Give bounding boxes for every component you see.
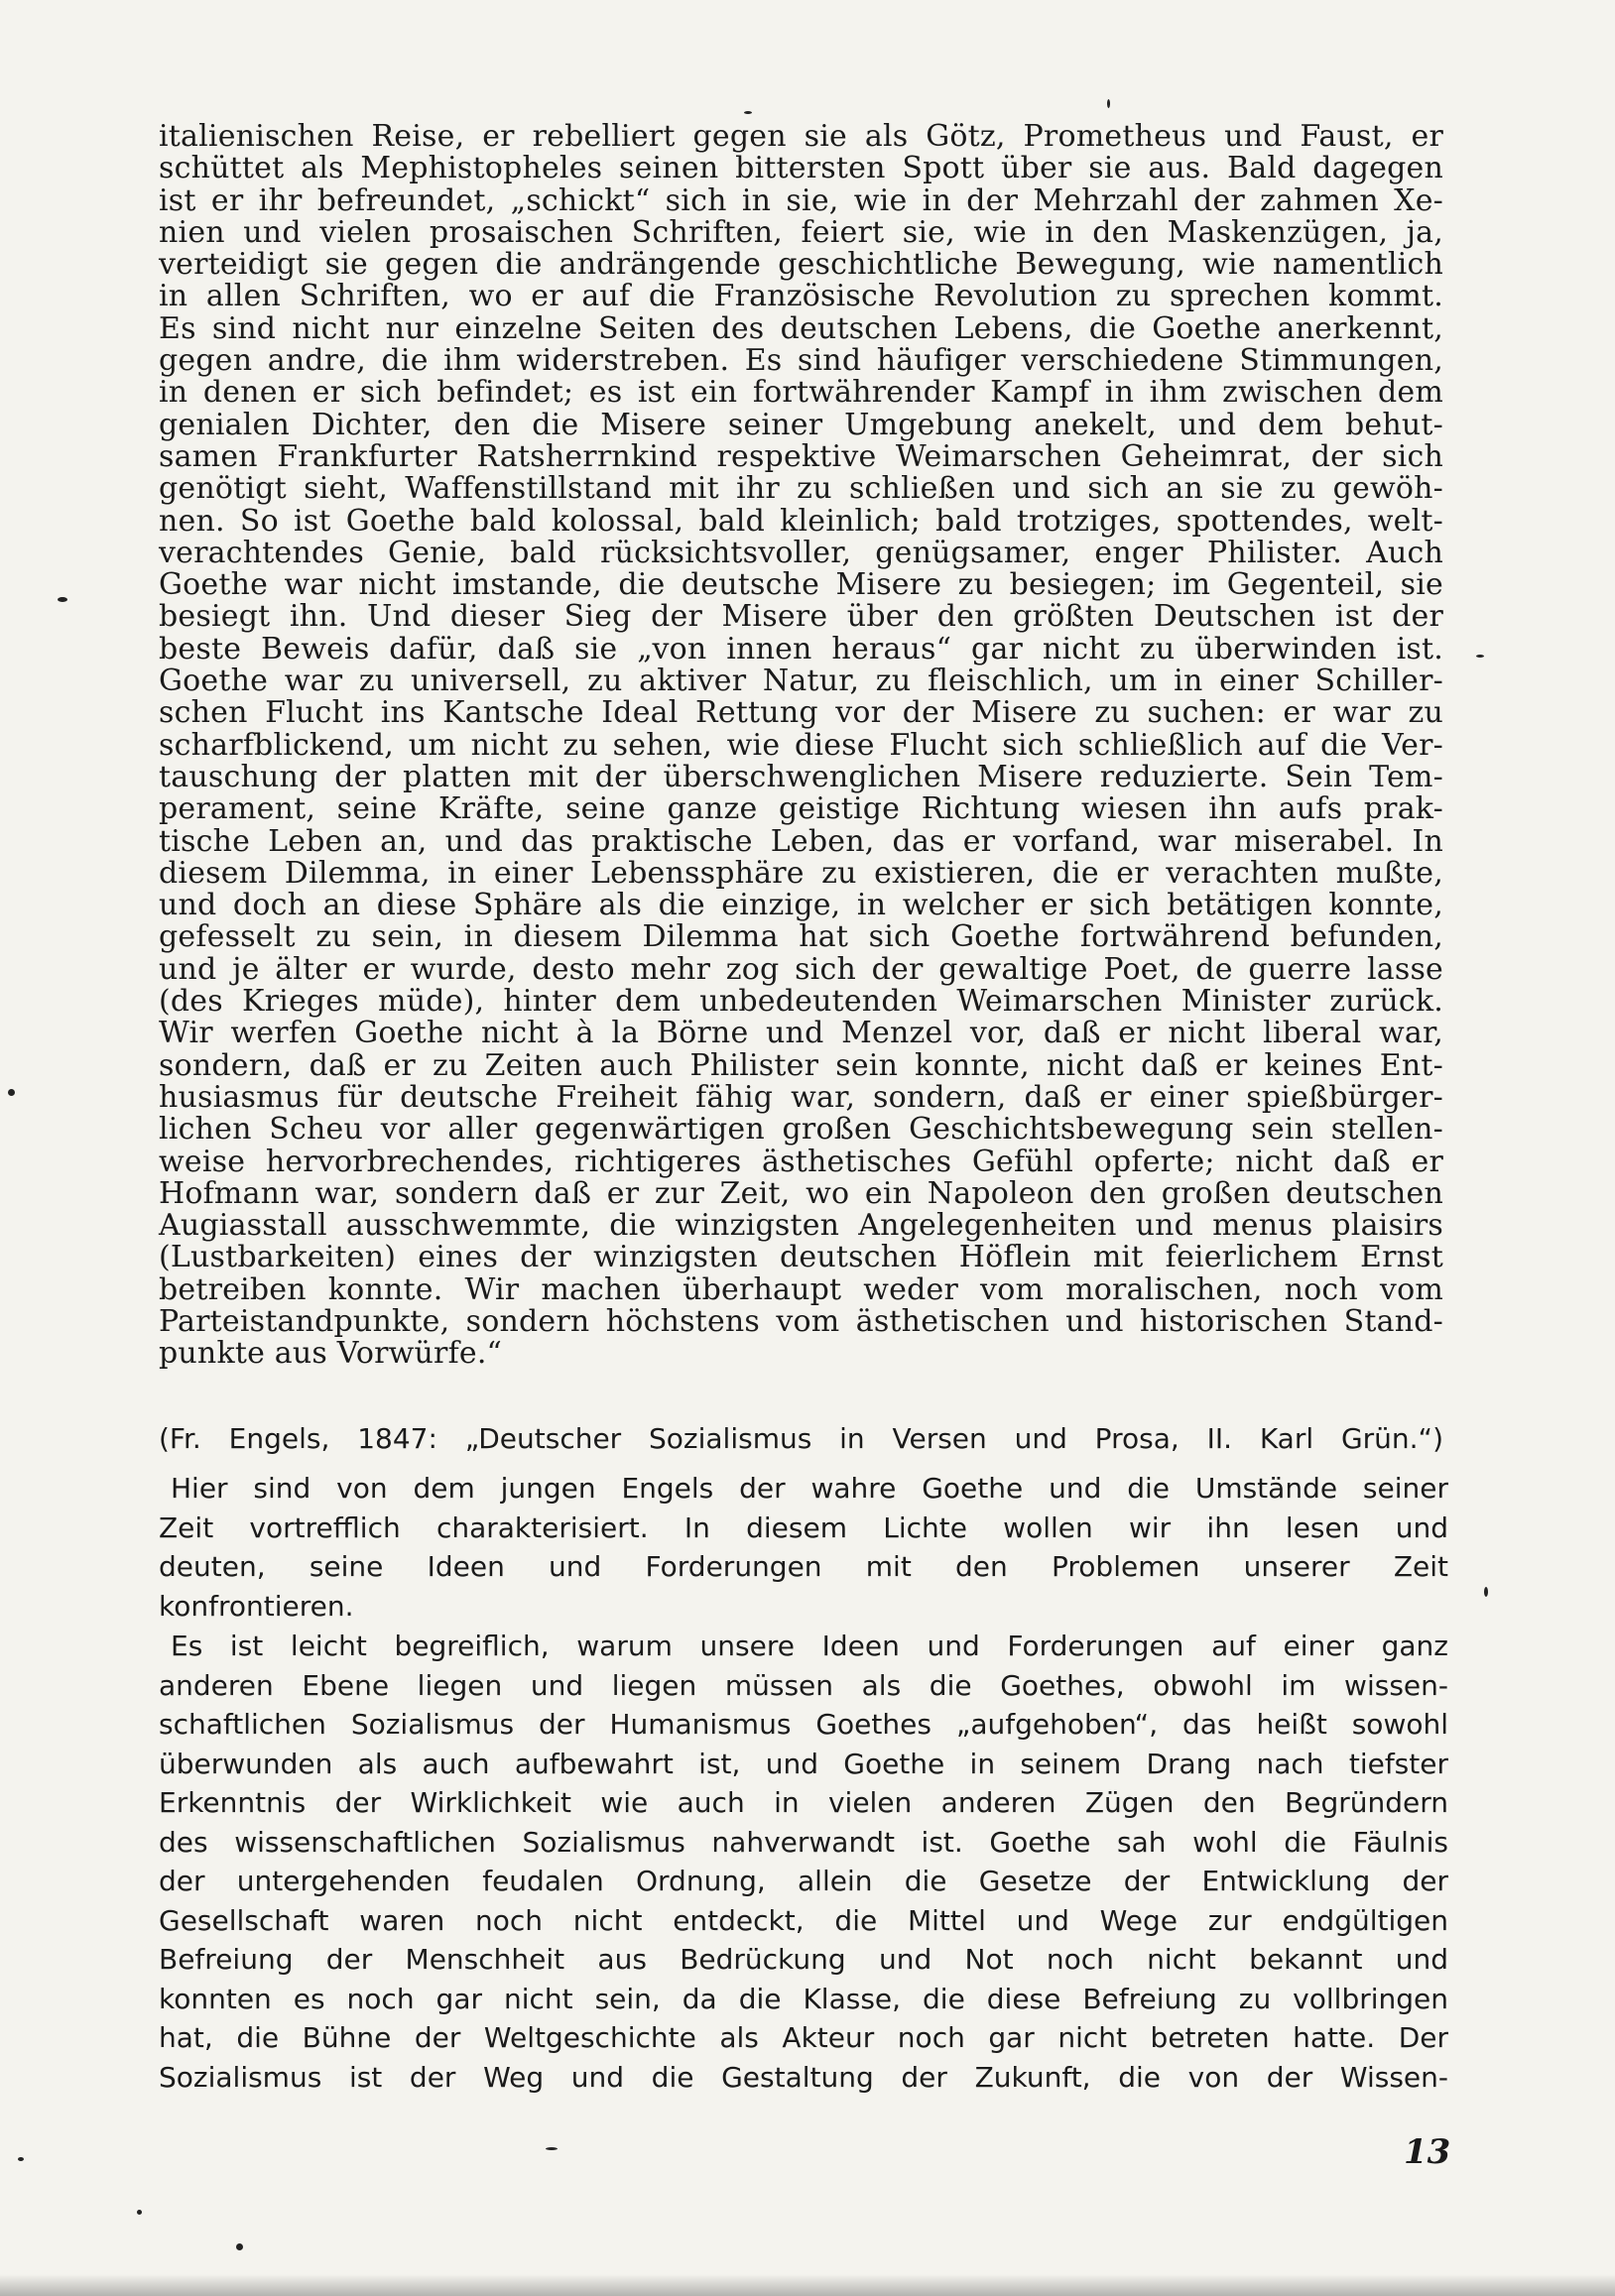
quote-line: betreiben konnte. Wir machen überhaupt weder vom moralischen, noch vom: [159, 1271, 1443, 1307]
text-line: konnten es noch gar nicht sein, da die Klasse, die diese Befreiung zu vollbringen: [159, 1982, 1448, 2015]
text-line: Zeit vortrefflich charakterisiert. In diesem Lichte wollen wir ihn lesen und: [159, 1511, 1448, 1544]
scan-speck: [1107, 99, 1110, 108]
paragraph-2: [159, 1627, 1448, 2097]
quote-line: und doch an diese Sphäre als die einzige, in welcher er sich betätigen konnte,: [159, 888, 1443, 923]
scan-edge: [0, 2274, 1615, 2296]
quote-line: in allen Schriften, wo er auf die Französische Revolution zu sprechen kommt.: [159, 279, 1443, 314]
quote-line: tische Leben an, und das praktische Leben, das er vorfand, war miserabel. In: [159, 823, 1443, 859]
quote-line: genialen Dichter, den die Misere seiner Umgebung anekelt, und dem behut-: [159, 407, 1443, 442]
quote-line: (des Krieges müde), hinter dem unbedeutenden Weimarschen Minister zurück.: [159, 984, 1443, 1020]
text-line: konfrontieren.: [159, 1589, 354, 1623]
quote-line: und je älter er wurde, desto mehr zog sich der gewaltige Poet, de guerre lasse: [159, 951, 1443, 987]
scan-speck: [137, 2210, 142, 2215]
quote-line: diesem Dilemma, in einer Lebenssphäre zu existieren, die er verachten mußte,: [159, 855, 1443, 891]
quote-line: ist er ihr befreundet, „schickt“ sich in sie, wie in der Mehrzahl der zahmen Xe-: [159, 182, 1443, 218]
text-line: deuten, seine Ideen und Forderungen mit den Problemen unserer Zeit: [159, 1550, 1448, 1583]
quote-line: verteidigt sie gegen die andrängende geschichtliche Bewegung, wie namentlich: [159, 247, 1443, 283]
quote-line: Wir werfen Goethe nicht à la Börne und Menzel vor, daß er nicht liberal war,: [159, 1016, 1443, 1051]
quote-line: verachtendes Genie, bald rücksichtsvoller, genügsamer, enger Philister. Auch: [159, 535, 1443, 570]
text-line: überwunden als auch aufbewahrt ist, und Goethe in seinem Drang nach tiefster: [159, 1747, 1448, 1780]
quote-line: schüttet als Mephistopheles seinen bittersten Spott über sie aus. Bald dagegen: [159, 151, 1443, 186]
quote-line: perament, seine Kräfte, seine ganze geistige Richtung wiesen ihn aufs prak-: [159, 791, 1443, 827]
text-line: Es ist leicht begreiflich, warum unsere Ideen und Forderungen auf einer ganz: [171, 1630, 1448, 1662]
text-line: Hier sind von dem jungen Engels der wahre Goethe und die Umstände seiner: [171, 1472, 1448, 1505]
text-line: Sozialismus ist der Weg und die Gestaltung der Zukunft, die von der Wissen-: [159, 2060, 1448, 2094]
page-number: 13: [1404, 2132, 1451, 2172]
quote-line: Es sind nicht nur einzelne Seiten des deutschen Lebens, die Goethe anerkennt,: [159, 310, 1443, 346]
quote-line: Goethe war zu universell, zu aktiver Natur, zu fleischlich, um in einer Schiller-: [159, 664, 1443, 699]
scan-speck: [8, 1089, 15, 1096]
quote-line: scharfblickend, um nicht zu sehen, wie diese Flucht sich schließlich auf die Ver-: [159, 727, 1443, 763]
quote-line: gefesselt zu sein, in diesem Dilemma hat sich Goethe fortwährend befunden,: [159, 919, 1443, 955]
text-line: schaftlichen Sozialismus der Humanismus Goethes „aufgehoben“, das heißt sowohl: [159, 1708, 1448, 1741]
quote-line: Augiasstall ausschwemmte, die winzigsten Angelegenheiten und menus plaisirs: [159, 1208, 1443, 1244]
text-line: anderen Ebene liegen und liegen müssen als die Goethes, obwohl im wissen-: [159, 1668, 1448, 1702]
quote-line: besiegt ihn. Und dieser Sieg der Misere über den größten Deutschen ist der: [159, 599, 1443, 635]
text-line: der untergehenden feudalen Ordnung, allein die Gesetze der Entwicklung der: [159, 1865, 1448, 1897]
quote-line: in denen er sich befindet; es ist ein fortwährender Kampf in ihm zwischen dem: [159, 375, 1443, 411]
quote-line: nen. So ist Goethe bald kolossal, bald kleinlich; bald trotziges, spottendes, welt-: [159, 503, 1443, 539]
text-line: hat, die Bühne der Weltgeschichte als Akteur noch gar nicht betreten hatte. Der: [159, 2021, 1448, 2054]
quote-line: (Lustbarkeiten) eines der winzigsten deutschen Höflein mit feierlichem Ernst: [159, 1240, 1443, 1275]
quote-citation: (Fr. Engels, 1847: „Deutscher Sozialismus in Versen und Prosa, II. Karl Grün.“): [159, 1422, 1443, 1455]
text-line: Befreiung der Menschheit aus Bedrückung und Not noch nicht bekannt und: [159, 1943, 1448, 1976]
text-line: Erkenntnis der Wirklichkeit wie auch in vielen anderen Zügen den Begründern: [159, 1786, 1448, 1819]
quote-line: gegen andre, die ihm widerstreben. Es sind häufiger verschiedene Stimmungen,: [159, 343, 1443, 379]
scan-speck: [1484, 1587, 1488, 1597]
quote-line: italienischen Reise, er rebelliert gegen sie als Götz, Prometheus und Faust, er: [159, 119, 1443, 154]
quote-line: lichen Scheu vor aller gegenwärtigen großen Geschichtsbewegung sein stellen-: [159, 1112, 1443, 1148]
quote-line: beste Beweis dafür, daß sie „von innen heraus“ gar nicht zu überwinden ist.: [159, 631, 1443, 666]
scan-speck: [236, 2243, 243, 2250]
scan-speck: [744, 111, 752, 114]
text-line: Gesellschaft waren noch nicht entdeckt, die Mittel und Wege zur endgültigen: [159, 1903, 1448, 1937]
quote-line: Goethe war nicht imstande, die deutsche Misere zu besiegen; im Gegenteil, sie: [159, 567, 1443, 603]
scan-speck: [1476, 655, 1484, 658]
paragraph-1: [159, 1469, 1448, 1626]
engels-quote: [159, 121, 1443, 1371]
quote-line: Parteistandpunkte, sondern höchstens vom ästhetischen und historischen Stand-: [159, 1303, 1443, 1339]
quote-line: punkte aus Vorwürfe.“: [159, 1336, 503, 1372]
quote-line: samen Frankfurter Ratsherrnkind respektive Weimarschen Geheimrat, der sich: [159, 438, 1443, 474]
quote-line: schen Flucht ins Kantsche Ideal Rettung vor der Misere zu suchen: er war zu: [159, 695, 1443, 731]
quote-line: nien und vielen prosaischen Schriften, feiert sie, wie in den Maskenzügen, ja,: [159, 214, 1443, 250]
quote-line: Hofmann war, sondern daß er zur Zeit, wo ein Napoleon den großen deutschen: [159, 1175, 1443, 1211]
quote-line: genötigt sieht, Waffenstillstand mit ihr zu schließen und sich an sie zu gewöh-: [159, 471, 1443, 507]
quote-line: sondern, daß er zu Zeiten auch Philister sein konnte, nicht daß er keines Ent-: [159, 1047, 1443, 1083]
text-line: des wissenschaftlichen Sozialismus nahverwandt ist. Goethe sah wohl die Fäulnis: [159, 1825, 1448, 1859]
quote-line: weise hervorbrechendes, richtigeres ästhetisches Gefühl opferte; nicht daß er: [159, 1144, 1443, 1179]
scan-speck: [546, 2147, 558, 2150]
scan-speck: [18, 2157, 24, 2161]
scan-speck: [58, 597, 67, 602]
quote-line: husiasmus für deutsche Freiheit fähig war, sondern, daß er einer spießbürger-: [159, 1079, 1443, 1115]
quote-line: tauschung der platten mit der überschwenglichen Misere reduzierte. Sein Tem-: [159, 759, 1443, 794]
